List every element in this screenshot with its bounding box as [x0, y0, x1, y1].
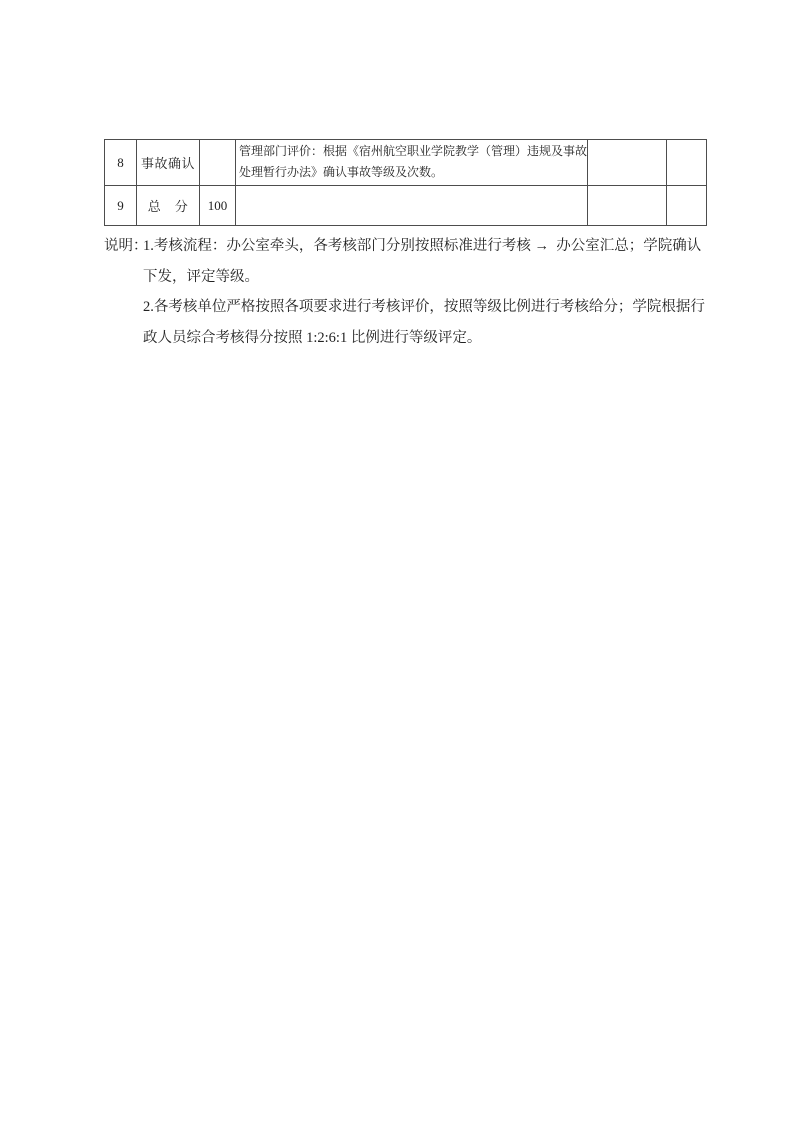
table-row	[105, 186, 707, 226]
criteria-cell	[236, 186, 588, 226]
empty-grade-cell	[667, 186, 707, 226]
note-1-line-2: 下发，评定等级。	[143, 268, 259, 285]
empty-eval-cell	[588, 186, 667, 226]
note-1-line-1: 1.考核流程：办公室牵头，各考核部门分别按照标准进行考核 → 办公室汇总；学院确认	[143, 238, 702, 254]
assessment-table	[104, 139, 707, 226]
item-name-cell: 总 分	[137, 186, 200, 226]
item-name-cell: 事故确认	[137, 140, 200, 186]
score-cell: 100	[200, 186, 236, 226]
criteria-cell	[236, 140, 588, 186]
row-number-cell: 9	[105, 186, 137, 226]
row-number-cell: 8	[105, 140, 137, 186]
table-row	[105, 140, 707, 186]
notes-section	[104, 231, 705, 353]
note-2-line-2: 政人员综合考核得分按照 1:2:6:1 比例进行等级评定。	[143, 329, 482, 346]
empty-eval-cell	[588, 140, 667, 186]
empty-grade-cell	[667, 140, 707, 186]
criteria-text-line: 管理部门评价：根据《宿州航空职业学院教学（管理）违规及事故	[239, 144, 588, 158]
notes-body	[143, 231, 705, 353]
note-2-line-1: 2.各考核单位严格按照各项要求进行考核评价，按照等级比例进行考核给分；学院根据行	[143, 299, 705, 315]
score-cell	[200, 140, 236, 186]
criteria-text-line: 处理暂行办法》确认事故等级及次数。	[239, 165, 444, 179]
notes-label: 说明：	[104, 238, 148, 254]
